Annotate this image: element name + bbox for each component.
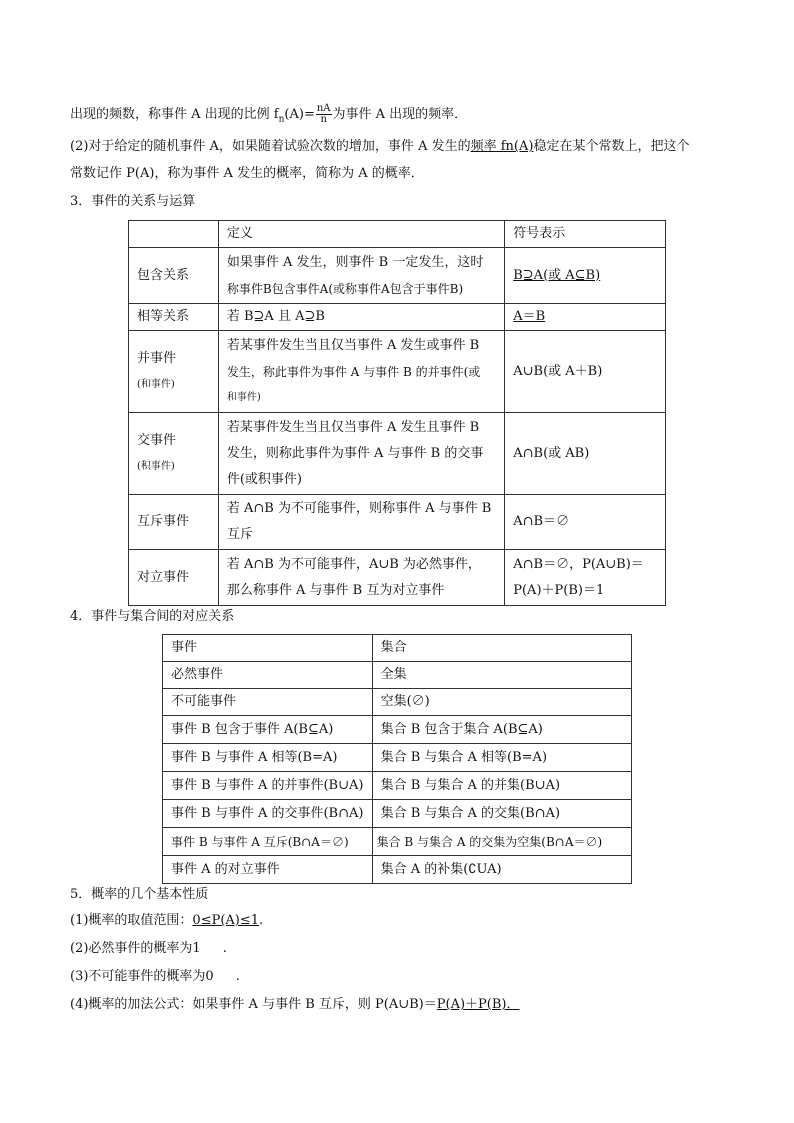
row-name: 互斥事件 — [129, 495, 219, 550]
def-line: 若某事件发生当且仅当事件 A 发生且事件 B — [226, 419, 480, 435]
table-row — [163, 716, 632, 744]
table-row — [163, 689, 632, 716]
row-symbol — [505, 248, 666, 304]
table-row — [163, 744, 632, 772]
symbol-line: A∩B＝∅，P(A∪B)＝ — [513, 556, 644, 572]
event-cell: 事件 B 与事件 A 相等(B=A) — [163, 744, 373, 772]
relations-row-exclusive — [129, 495, 666, 550]
row-definition — [218, 248, 504, 304]
row-name — [129, 413, 219, 495]
relations-header-row — [129, 221, 666, 248]
intro-line2-post: 稳定在某个常数上，把这个 — [533, 139, 690, 154]
row-name-note: (和事件) — [137, 378, 175, 390]
intro-line2-pre: (2)对于给定的随机事件 A，如果随着试验次数的增加，事件 A 发生的 — [70, 139, 471, 154]
table-row — [163, 772, 632, 800]
property-3-period: . — [235, 969, 240, 984]
set-cell: 全集 — [372, 662, 631, 689]
relations-header-0 — [129, 221, 219, 248]
event-set-header-row — [163, 635, 632, 662]
row-symbol: A∪B(或 A＋B) — [505, 331, 666, 413]
property-3-text: (3)不可能事件的概率为0 — [70, 969, 214, 984]
intro-line-2 — [70, 138, 689, 156]
set-cell: 集合 B 与集合 A 相等(B=A) — [372, 744, 631, 772]
section4-heading: 4．事件与集合间的对应关系 — [70, 609, 235, 624]
set-cell: 集合 B 与集合 A 的并集(B∪A) — [372, 772, 631, 800]
row-name-text: 并事件 — [137, 350, 177, 366]
relations-row-opposite — [129, 550, 666, 606]
event-cell: 事件 B 包含于事件 A(B⊆A) — [163, 716, 373, 744]
row-symbol — [505, 550, 666, 606]
section5-heading: 5．概率的几个基本性质 — [70, 887, 209, 902]
symbol-line: P(A)＋P(B)＝1 — [513, 582, 605, 598]
table-row — [163, 828, 632, 856]
table-row — [163, 800, 632, 828]
set-cell: 集合 B 与集合 A 的交集(B∩A) — [372, 800, 631, 828]
row-definition — [218, 495, 504, 550]
event-cell: 不可能事件 — [163, 689, 373, 716]
event-cell: 必然事件 — [163, 662, 373, 689]
def-line: 若某事件发生当且仅当事件 A 发生或事件 B — [226, 337, 480, 353]
row-name — [129, 331, 219, 413]
row-symbol: A∩B＝∅ — [505, 495, 666, 550]
relations-row-inclusion — [129, 248, 666, 304]
row-definition: 若 B⊇A 且 A⊇B — [218, 304, 504, 331]
def-line: 如果事件 A 发生，则事件 B 一定发生，这时 — [226, 254, 484, 270]
intro-line2-underlined: 频率 fn(A) — [470, 139, 534, 154]
freq-subscript: n — [278, 114, 285, 125]
property-1 — [70, 912, 263, 930]
relations-row-union — [129, 331, 666, 413]
property-4-value: P(A)＋P(B)． — [436, 997, 520, 1012]
property-1-period: . — [259, 913, 264, 928]
property-3 — [70, 968, 240, 986]
event-cell: 事件 B 与事件 A 互斥(B∩A＝∅) — [163, 828, 373, 856]
relations-row-equal — [129, 304, 666, 331]
property-2 — [70, 940, 227, 958]
property-1-label: (1)概率的取值范围： — [70, 913, 193, 928]
row-name: 包含关系 — [129, 248, 219, 304]
def-line: 称事件B包含事件A(或称事件A包含于事件B) — [226, 281, 464, 296]
event-set-header-0: 事件 — [163, 635, 373, 662]
symbol-text: A＝B — [513, 309, 546, 324]
intro-line1-pre: 出现的频数，称事件 A 出现的比例 f — [70, 107, 279, 122]
relations-header-2: 符号表示 — [505, 221, 666, 248]
relations-header-1: 定义 — [218, 221, 504, 248]
def-line: 和事件) — [226, 391, 261, 403]
property-1-value: 0≤P(A)≤1 — [192, 913, 260, 928]
row-name-text: 交事件 — [137, 432, 177, 448]
row-definition — [218, 550, 504, 606]
event-cell: 事件 B 与事件 A 的交事件(B∩A) — [163, 800, 373, 828]
row-definition — [218, 331, 504, 413]
def-line: 若 A∩B 为不可能事件，A∪B 为必然事件， — [226, 556, 481, 572]
intro-line1-post: 为事件 A 出现的频率． — [332, 107, 468, 122]
intro-line-1 — [70, 104, 467, 129]
table-row — [163, 856, 632, 884]
intro-line-3: 常数记作 P(A)，称为事件 A 发生的概率，简称为 A 的概率． — [70, 166, 424, 181]
def-line: 发生，则称此事件为事件 A 与事件 B 的交事 — [226, 445, 484, 461]
event-cell: 事件 B 与事件 A 的并事件(B∪A) — [163, 772, 373, 800]
event-set-table — [162, 634, 632, 884]
set-cell: 集合 A 的补集(∁UA) — [372, 856, 631, 884]
row-definition — [218, 413, 504, 495]
fraction-numerator: nA — [316, 103, 331, 114]
property-2-period: . — [222, 941, 227, 956]
def-line: 发生，称此事件为事件 A 与事件 B 的并事件(或 — [226, 364, 481, 379]
def-line: 那么称事件 A 与事件 B 互为对立事件 — [226, 582, 445, 598]
property-4 — [70, 996, 519, 1014]
frequency-fraction — [316, 104, 332, 125]
relations-row-intersection — [129, 413, 666, 495]
row-symbol — [505, 304, 666, 331]
set-cell: 空集(∅) — [372, 689, 631, 716]
row-name: 相等关系 — [129, 304, 219, 331]
symbol-text: B⊇A(或 A⊆B) — [513, 267, 601, 283]
def-line: 件(或积事件) — [226, 471, 302, 487]
row-symbol: A∩B(或 AB) — [505, 413, 666, 495]
event-set-header-1: 集合 — [372, 635, 631, 662]
table-row — [163, 662, 632, 689]
row-name: 对立事件 — [129, 550, 219, 606]
event-cell: 事件 A 的对立事件 — [163, 856, 373, 884]
row-name-note: (积事件) — [137, 460, 175, 472]
set-cell: 集合 B 包含于集合 A(B⊆A) — [372, 716, 631, 744]
relations-table — [128, 220, 666, 606]
def-line: 若 A∩B 为不可能事件，则称事件 A 与事件 B — [226, 501, 492, 516]
def-line: 互斥 — [226, 527, 253, 542]
property-2-text: (2)必然事件的概率为1 — [70, 941, 201, 956]
intro-line1-mid: (A)= — [284, 107, 315, 122]
fraction-denominator: n — [320, 114, 327, 125]
section3-heading: 3．事件的关系与运算 — [70, 194, 196, 209]
property-4-label: (4)概率的加法公式：如果事件 A 与事件 B 互斥，则 P(A∪B)＝ — [70, 997, 437, 1012]
set-cell: 集合 B 与集合 A 的交集为空集(B∩A＝∅) — [372, 828, 631, 856]
